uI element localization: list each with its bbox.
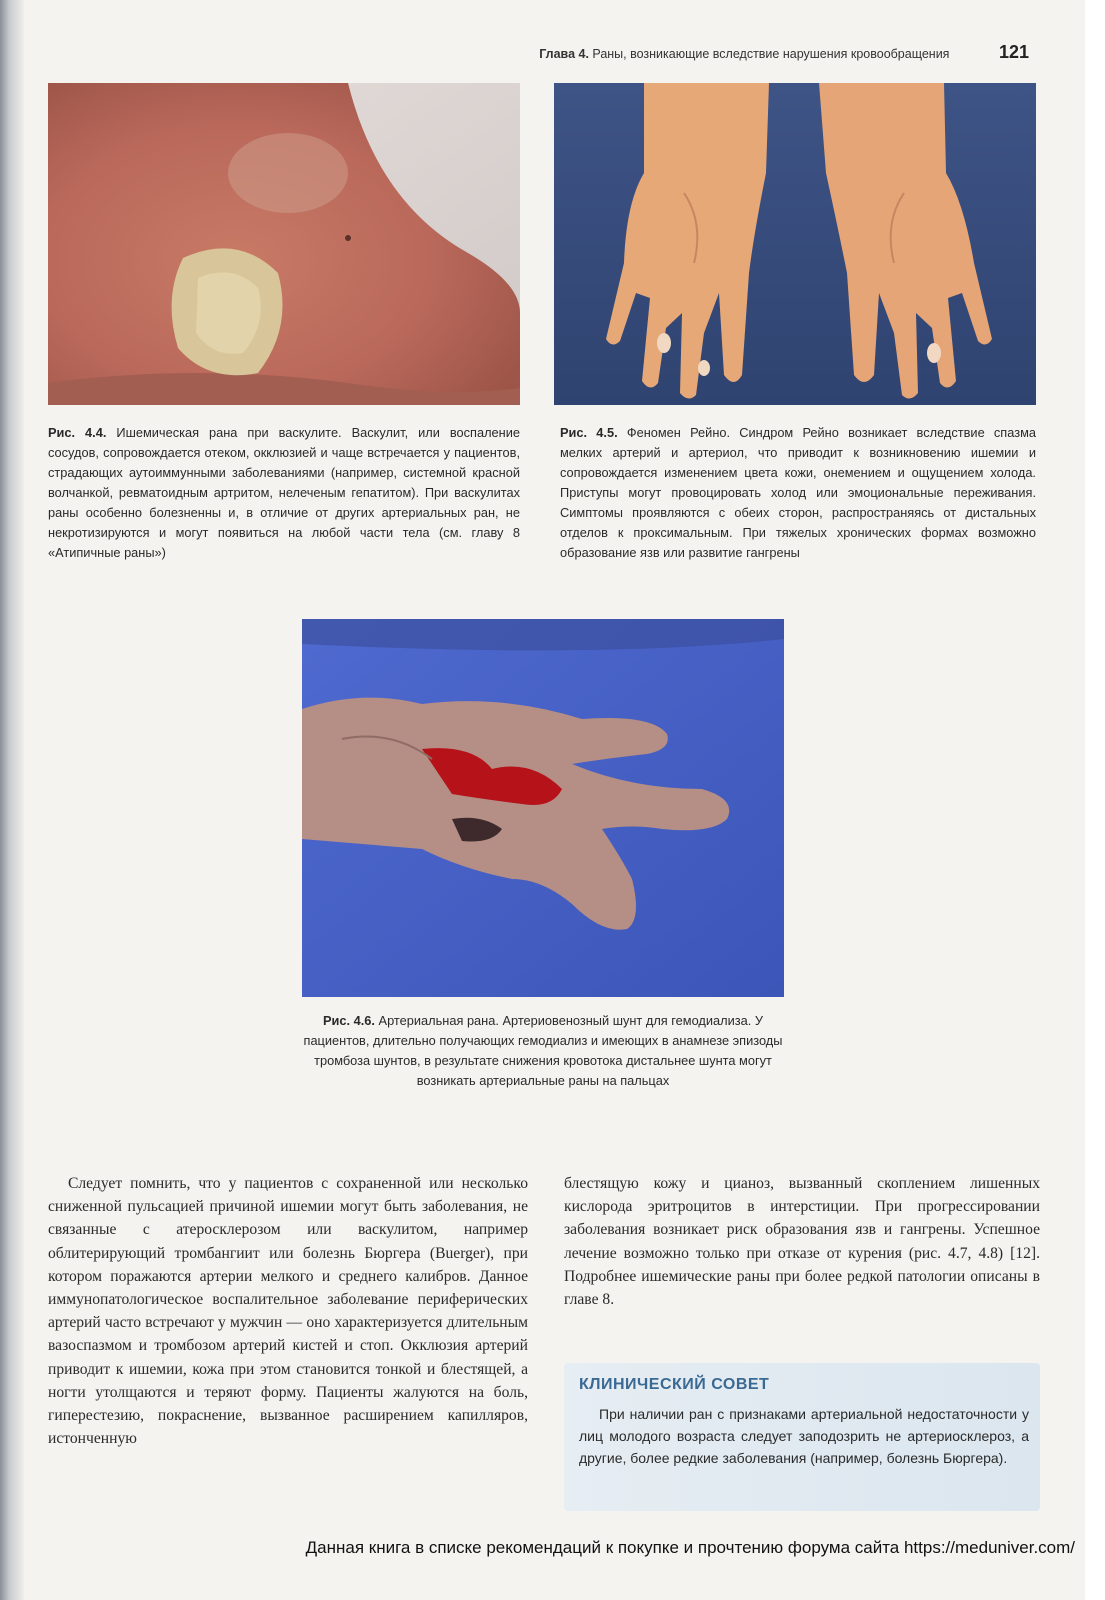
clinical-advice-box	[564, 1363, 1040, 1511]
body-left-paragraph: Следует помнить, что у пациентов с сохраненной или несколько сниженной пульсацией причиной ишемии могут быть заболевания, не связанные с атеросклерозом или васкулитом, например облитерирующий тромбангиит или болезнь Бюргера (Buerger), при котором поражаются артерии мелкого и среднего калибров. Данное иммунопатологическое воспалительное заболевание периферических артерий часто встречают у мужчин — оно характеризуется длительным вазоспазмом и тромбозом артерий кистей и стоп. Окклюзия артерий приводит к ишемии, кожа при этом становится тонкой и блестящей, а ногти утолщаются и теряют форму. Пациенты жалуются на боль, гиперестезию, покраснение, вызванное расширением капилляров, истонченную	[48, 1175, 528, 1448]
figure-4-5-text: Феномен Рейно. Синдром Рейно возникает вследствие спазма мелких артерий и артериол, что приводит к возникновению ишемии и сопровождается изменением цвета кожи, онемением и ощущением холода. Приступы могут провоцировать холод или эмоциональные переживания. Симптомы проявляются с обеих сторон, распространяясь от дистальных отделов к проксимальным. При тяжелых хронических формах возможно образование язв или развитие гангрены	[560, 425, 1036, 560]
figure-4-5-caption	[560, 423, 1036, 563]
clinical-advice-text-block	[579, 1403, 1029, 1469]
figure-4-4-photo	[48, 83, 520, 405]
figure-4-6-caption	[302, 1011, 784, 1091]
chapter-label: Глава 4.	[539, 47, 589, 61]
book-spine-shadow	[0, 0, 24, 1600]
body-right-column	[564, 1172, 1040, 1311]
running-header	[400, 42, 1029, 63]
footer-notice: Данная книга в списке рекомендаций к покупке и прочтению форума сайта https://meduniver.com/	[305, 1538, 1075, 1557]
page-number: 121	[998, 42, 1029, 62]
figure-4-6-text: Артериальная рана. Артериовенозный шунт для гемодиализа. У пациентов, длительно получающих гемодиализ и имеющих в анамнезе эпизоды тромбоза шунтов, в результате снижения кровотока дистальнее шунта могут возникать артериальные раны на пальцах	[303, 1013, 783, 1088]
figure-4-6-photo	[302, 619, 784, 997]
body-right-paragraph: блестящую кожу и цианоз, вызванный скоплением лишенных кислорода эритроцитов в интерстиции. При прогрессировании заболевания возникает риск образования язв и гангрены. Успешное лечение возможно только при отказе от курения (рис. 4.7, 4.8) [12]. Подробнее ишемические раны при более редкой патологии описаны в главе 8.	[564, 1175, 1040, 1309]
clinical-advice-title: КЛИНИЧЕСКИЙ СОВЕТ	[579, 1376, 770, 1393]
figure-4-4-caption	[48, 423, 520, 563]
figure-4-6-label: Рис. 4.6.	[323, 1013, 375, 1028]
figure-4-4-label: Рис. 4.4.	[48, 425, 107, 440]
clinical-advice-text: При наличии ран с признаками артериальной недостаточности у лиц молодого возраста следует заподозрить не артериосклероз, а другие, более редкие заболевания (например, болезнь Бюргера).	[579, 1406, 1029, 1466]
figure-4-4-text: Ишемическая рана при васкулите. Васкулит, или воспаление сосудов, сопровождается отеком, окклюзией и чаще встречается у пациентов, страдающих аутоиммунными заболеваниями (например, системной красной волчанкой, ревматоидным артритом, нелеченым гепатитом). При васкулитах раны особенно болезненны и, в отличие от других артериальных ран, не некротизируются и могут появиться на любой части тела (см. главу 8 «Атипичные раны»)	[48, 425, 520, 560]
chapter-title: Раны, возникающие вследствие нарушения кровообращения	[592, 47, 950, 61]
body-left-column	[48, 1172, 528, 1450]
figure-4-5-photo	[554, 83, 1036, 405]
figure-4-5-label: Рис. 4.5.	[560, 425, 618, 440]
